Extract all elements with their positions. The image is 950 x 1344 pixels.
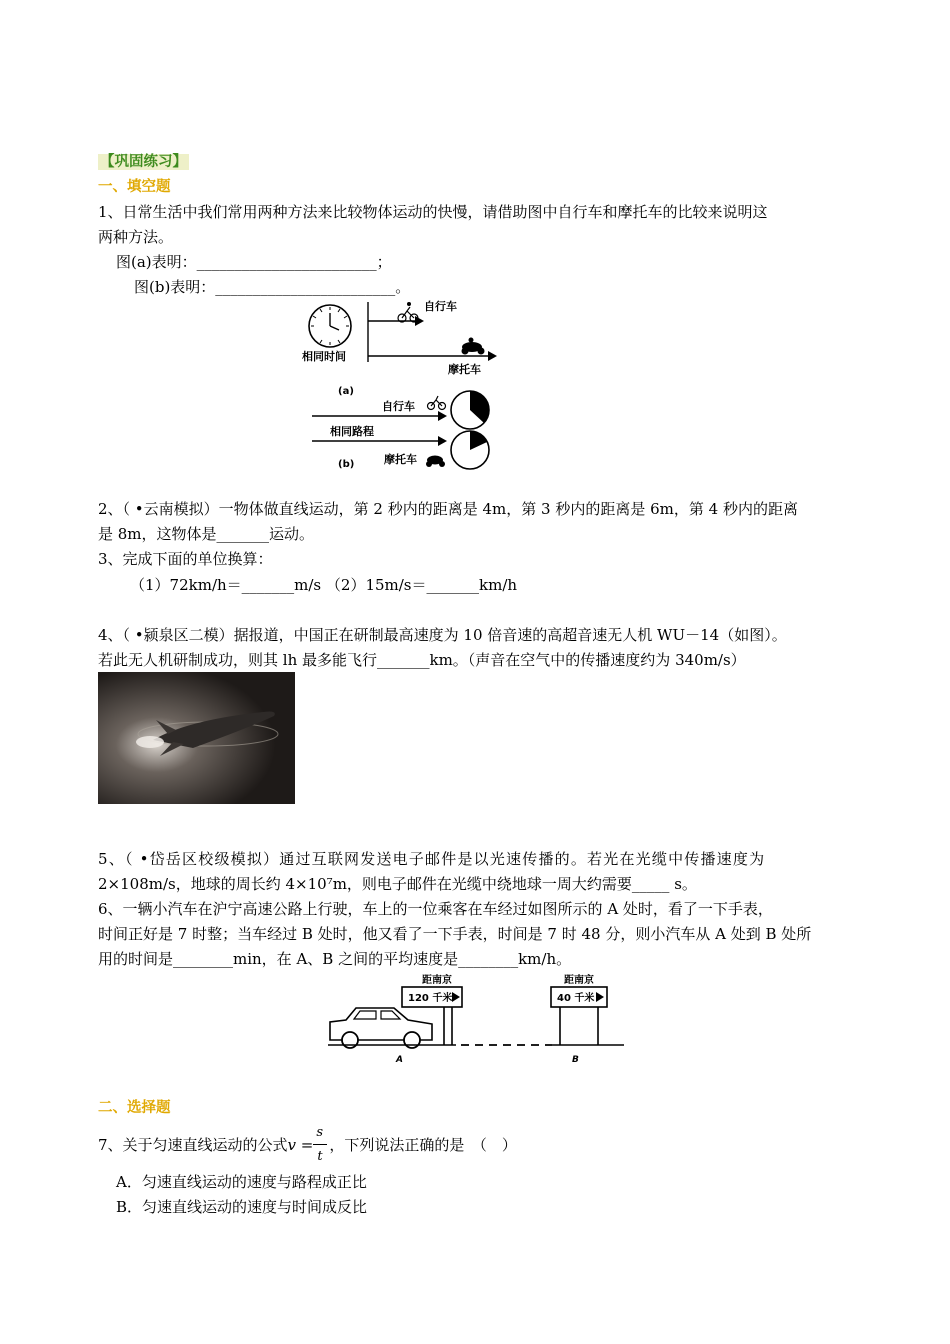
q7-prefix: 7、关于匀速直线运动的公式 bbox=[98, 1136, 288, 1154]
q7-suffix: ，下列说法正确的是 （ ） bbox=[329, 1136, 517, 1154]
sign-a-top-label: 距南京 bbox=[422, 975, 452, 986]
motorcycle-icon bbox=[462, 338, 485, 355]
bicycle-label-a: 自行车 bbox=[424, 300, 457, 313]
q1-b-label: 图(b)表明：________________________。 bbox=[134, 278, 411, 296]
timer-icon bbox=[451, 391, 489, 429]
bicycle-icon bbox=[428, 396, 446, 410]
q7-stem bbox=[98, 1125, 517, 1164]
motorcycle-label-a: 摩托车 bbox=[448, 363, 481, 376]
sign-a-value: 120 千米 bbox=[408, 993, 453, 1004]
motorcycle-icon bbox=[426, 456, 445, 468]
drone-photo bbox=[98, 672, 295, 804]
q4-line2: 若此无人机研制成功，则其 lh 最多能飞行_______km。（声音在空气中的传播速度约为 340m/s） bbox=[98, 651, 746, 669]
q6-line3: 用的时间是________min，在 A、B 之间的平均速度是________km/h。 bbox=[98, 950, 572, 968]
same-distance-label: 相同路程 bbox=[330, 425, 374, 438]
car-icon bbox=[330, 1008, 432, 1048]
same-time-label: 相同时间 bbox=[302, 350, 346, 363]
q7-option-a: A．匀速直线运动的速度与路程成正比 bbox=[116, 1173, 367, 1191]
q1-line2: 两种方法。 bbox=[98, 228, 174, 246]
q6-line2: 时间正好是 7 时整；当车经过 B 处时，他又看了一下手表，时间是 7 时 48 分，则小汽车从 A 处到 B 处所 bbox=[98, 925, 812, 943]
sign-b-value: 40 千米 bbox=[557, 993, 595, 1004]
point-a-label: A bbox=[396, 1055, 403, 1065]
part1-heading: 一、填空题 bbox=[98, 179, 171, 195]
fig-b-label: (b) bbox=[338, 459, 355, 470]
timer-icon bbox=[451, 431, 489, 469]
q5-line1: 5、（ •岱岳区校级模拟）通过互联网发送电子邮件是以光速传播的。若光在光缆中传播速度为 bbox=[98, 850, 766, 868]
part2-heading: 二、选择题 bbox=[98, 1100, 171, 1116]
motorcycle-label-b: 摩托车 bbox=[384, 453, 417, 466]
q7-option-b: B．匀速直线运动的速度与时间成反比 bbox=[116, 1198, 368, 1216]
bike-motorcycle-figure bbox=[300, 296, 510, 478]
fig-a-label: (a) bbox=[338, 386, 354, 397]
point-b-label: B bbox=[572, 1055, 579, 1065]
q5-line2: 2×108m/s，地球的周长约 4×10⁷m，则电子邮件在光缆中绕地球一周大约需要_____ s。 bbox=[98, 875, 697, 893]
clock-icon bbox=[309, 305, 351, 347]
q3-line1: 3、完成下面的单位换算： bbox=[98, 550, 273, 568]
bicycle-label-b: 自行车 bbox=[382, 400, 415, 413]
road-signs-figure bbox=[326, 970, 626, 1068]
q1-line1: 1、日常生活中我们常用两种方法来比较物体运动的快慢，请借助图中自行车和摩托车的比较来说明这 bbox=[98, 203, 768, 221]
formula-lhs: v = bbox=[287, 1136, 314, 1154]
q2-line1: 2、（ •云南模拟）一物体做直线运动，第 2 秒内的距离是 4m，第 3 秒内的距离是 6m，第 4 秒内的距离 bbox=[98, 500, 798, 518]
q1-a-label: 图(a)表明：________________________； bbox=[116, 253, 392, 271]
q2-line2: 是 8m，这物体是_______运动。 bbox=[98, 525, 315, 543]
formula-fraction bbox=[313, 1125, 329, 1164]
section-title: 【巩固练习】 bbox=[100, 154, 187, 170]
q4-line1: 4、（ •颍泉区二模）据报道，中国正在研制最高速度为 10 倍音速的高超音速无人机 WU－14（如图）。 bbox=[98, 626, 787, 644]
q3-line2: （1）72km/h＝_______m/s （2）15m/s＝_______km/h bbox=[130, 576, 518, 594]
formula-denominator: t bbox=[317, 1149, 323, 1164]
sign-b-top-label: 距南京 bbox=[564, 975, 594, 986]
q6-line1: 6、一辆小汽车在沪宁高速公路上行驶，车上的一位乘客在车经过如图所示的 A 处时，看了一下手表， bbox=[98, 900, 773, 918]
formula-numerator: s bbox=[316, 1125, 324, 1140]
